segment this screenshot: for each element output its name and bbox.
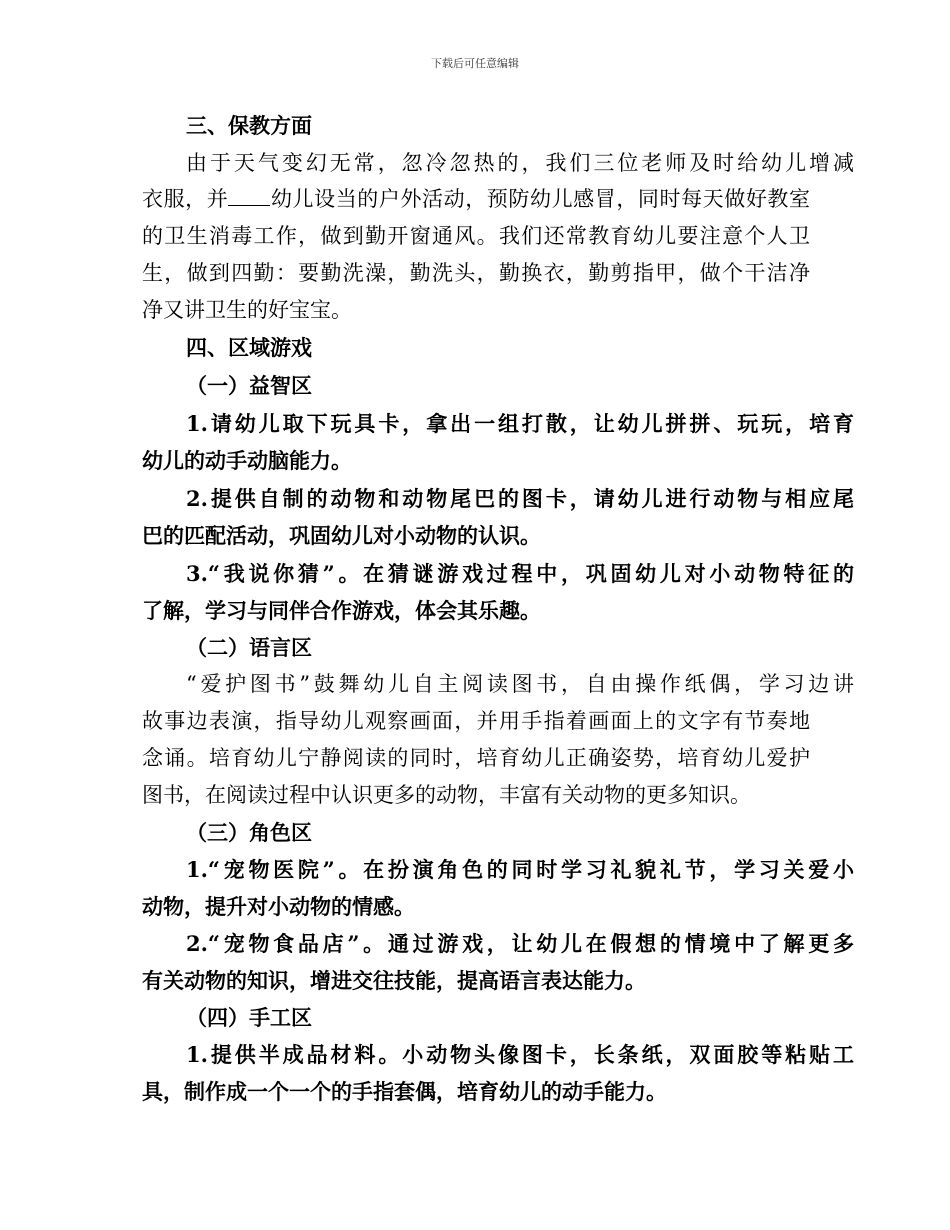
subheading: （二）语言区 [186,635,312,660]
fill-blank [228,185,270,206]
paragraph-line: 图书，在阅读过程中认识更多的动物，丰富有关动物的更多知识。 [142,783,751,807]
list-item-line: 1.请幼儿取下玩具卡，拿出一组打散，让幼儿拼拼、玩玩，培育 [186,411,854,436]
paragraph-line: 由于天气变幻无常，忽冷忽热的，我们三位老师及时给幼儿增减 [186,151,854,175]
page-header: 下载后可任意编辑 [431,57,519,70]
list-item-line: 2.提供自制的动物和动物尾巴的图卡，请幼儿进行动物与相应尾 [186,486,854,511]
paragraph-line: 净又讲卫生的好宝宝。 [142,298,352,322]
subheading: （三）角色区 [186,820,312,845]
paragraph-line: 生，做到四勤：要勤洗澡，勤洗头，勤换衣，勤剪指甲，做个干洁净 [142,261,810,285]
text-segment: 幼儿设当的户外活动，预防幼儿感冒，同时每天做好教室 [270,187,811,211]
paragraph-line: 的卫生消毒工作，做到勤开窗通风。我们还常教育幼儿要注意个人卫 [142,224,810,248]
list-item-line: 2.“宠物食品店”。通过游戏，让幼儿在假想的情境中了解更多 [186,931,854,956]
subheading: （一）益智区 [186,373,312,398]
list-item-line: 动物，提升对小动物的情感。 [142,894,415,919]
paragraph-line: “爱护图书”鼓舞幼儿自主阅读图书，自由操作纸偶，学习边讲 [186,672,854,696]
text-segment: 衣服，并 [142,187,229,211]
list-item-line: 了解，学习与同伴合作游戏，体会其乐趣。 [142,598,541,623]
subheading: （四）手工区 [186,1005,312,1030]
list-item-line: 1.“宠物医院”。在扮演角色的同时学习礼貌礼节，学习关爱小 [186,857,854,882]
list-item-line: 1.提供半成品材料。小动物头像图卡，长条纸，双面胶等粘贴工 [186,1042,854,1067]
list-item-line: 幼儿的动手动脑能力。 [142,448,352,473]
list-item-line: 3.“我说你猜”。在猜谜游戏过程中，巩固幼儿对小动物特征的 [186,561,854,586]
paragraph-line-with-blank [142,181,810,217]
section-heading-4: 四、区域游戏 [186,335,312,360]
paragraph-line: 念诵。培育幼儿宁静阅读的同时，培育幼儿正确姿势，培育幼儿爱护 [142,746,810,770]
list-item-line: 具，制作成一个一个的手指套偶，培育幼儿的动手能力。 [142,1079,667,1104]
section-heading-3: 三、保教方面 [186,113,312,138]
paragraph-line: 故事边表演，指导幼儿观察画面，并用手指着画面上的文字有节奏地 [142,709,810,733]
list-item-line: 巴的匹配活动，巩固幼儿对小动物的认识。 [142,523,541,548]
list-item-line: 有关动物的知识，增进交往技能，提高语言表达能力。 [142,968,646,993]
